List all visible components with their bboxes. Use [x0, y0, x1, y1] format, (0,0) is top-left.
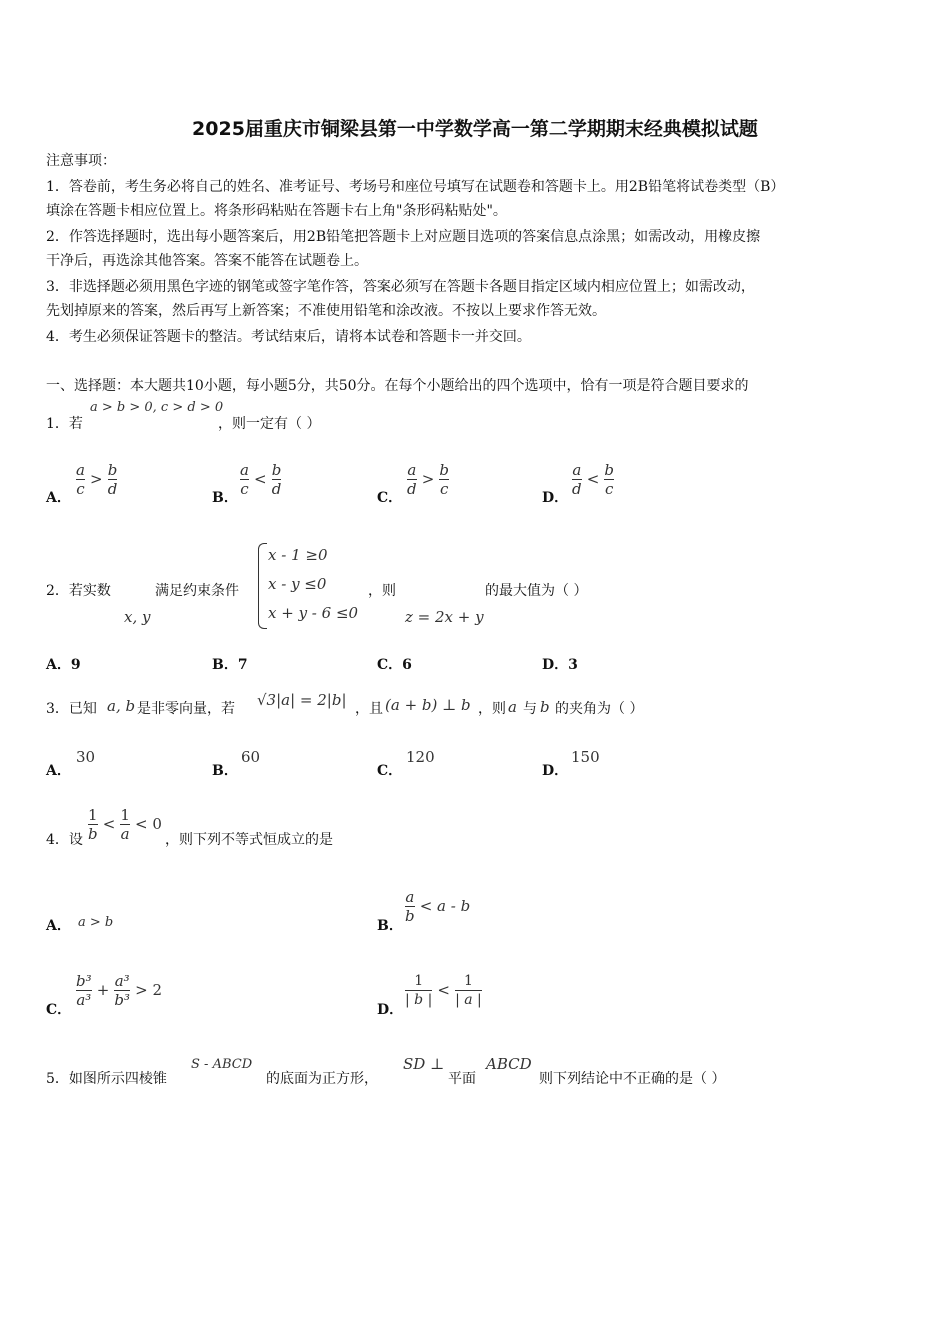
notice-line-2: 填涂在答题卡相应位置上。将条形码粘贴在答题卡右上角"条形码粘贴处"。: [46, 203, 507, 219]
q2-number: 2．若实数: [46, 583, 111, 599]
q3-option-c-label: C．: [377, 763, 403, 779]
q3-option-d-label: D．: [542, 763, 569, 779]
q1-option-a: $\frac{a}{c}$ > $\frac{b}{d}$: [76, 461, 118, 498]
q2-option-c: C．6: [377, 657, 412, 673]
q3-option-d: 150: [571, 748, 600, 766]
q2-vars: x, y: [124, 608, 151, 626]
q3-equation: √3|a| = 2|b|: [257, 691, 347, 709]
q3-a: a: [508, 698, 517, 716]
q2-mid: 满足约束条件: [155, 583, 239, 599]
notice-line-7: 4．考生必须保证答题卡的整洁。考试结束后，请将本试卷和答题卡一并交回。: [46, 329, 531, 345]
q1-option-c: $\frac{a}{d}$ > $\frac{b}{c}$: [407, 461, 449, 498]
q3-text-1: 是非零向量，若: [137, 701, 235, 717]
q2-option-b: B．7: [212, 657, 248, 673]
q1-option-b: $\frac{a}{c}$ < $\frac{b}{d}$: [240, 461, 282, 498]
q3-text-5: 的夹角为（ ）: [555, 701, 644, 717]
section-heading: 一、选择题：本大题共10小题，每小题5分，共50分。在每个小题给出的四个选项中，恰有一项是符合题目要求的: [46, 378, 749, 394]
q3-option-b: 60: [241, 748, 261, 766]
notice-line-1: 1．答卷前，考生务必将自己的姓名、准考证号、考场号和座位号填写在试题卷和答题卡上。用2B铅笔将试卷类型（B）: [46, 179, 785, 195]
q4-option-d: $\frac{1}{| b |}$ < $\frac{1}{| a |}$: [405, 973, 482, 1008]
q4-option-d-label: D．: [377, 1002, 404, 1018]
q1-option-c-label: C．: [377, 490, 403, 506]
notice-line-3: 2．作答选择题时，选出每小题答案后，用2B铅笔把答题卡上对应题目选项的答案信息点涂黑；如需改动，用橡皮擦: [46, 229, 761, 245]
q2-then: ，则: [368, 583, 396, 599]
q2-option-a: A．9: [46, 657, 81, 673]
q5-number: 5．如图所示四棱锥: [46, 1071, 167, 1087]
q4-number: 4．设: [46, 832, 83, 848]
q4-condition: $\frac{1}{b}$ < $\frac{1}{a}$ < 0: [88, 806, 162, 843]
q3-text-3: ，则: [478, 701, 506, 717]
q4-option-b: $\frac{a}{b}$ < a - b: [405, 888, 471, 925]
q5-text-1: 的底面为正方形，: [266, 1071, 378, 1087]
q1-stem: ，则一定有（ ）: [218, 416, 321, 432]
q1-option-d: $\frac{a}{d}$ < $\frac{b}{c}$: [572, 461, 614, 498]
q2-objective: z = 2x + y: [405, 608, 484, 626]
q5-text-2: 平面: [448, 1071, 476, 1087]
q3-text-2: ，且: [355, 701, 383, 717]
q3-b: b: [540, 698, 550, 716]
notice-heading: 注意事项：: [46, 153, 116, 169]
q1-option-b-label: B．: [212, 490, 238, 506]
q1-option-a-label: A．: [46, 490, 71, 506]
q2-brace: [258, 543, 267, 629]
q3-text-4: 与: [523, 701, 537, 717]
q2-option-d: D．3: [542, 657, 578, 673]
q2-constraint-1: x - 1 ≥0: [268, 546, 328, 564]
q3-number: 3．已知: [46, 701, 97, 717]
q4-option-a-label: A．: [46, 918, 71, 934]
q3-perp: (a + b) ⊥ b: [385, 696, 471, 714]
notice-line-6: 先划掉原来的答案，然后再写上新答案；不准使用铅笔和涂改液。不按以上要求作答无效。: [46, 303, 606, 319]
q1-option-d-label: D．: [542, 490, 569, 506]
q4-option-b-label: B．: [377, 918, 403, 934]
q5-plane: ABCD: [486, 1055, 532, 1073]
q3-vectors: a, b: [107, 697, 136, 715]
q2-constraint-3: x + y - 6 ≤0: [268, 604, 359, 622]
q4-stem: ，则下列不等式恒成立的是: [165, 832, 333, 848]
page-title: 2025届重庆市铜梁县第一中学数学高一第二学期期末经典模拟试题: [192, 118, 758, 140]
q5-sd-perp: SD ⊥: [403, 1055, 445, 1073]
q3-option-c: 120: [406, 748, 435, 766]
q3-option-a-label: A．: [46, 763, 71, 779]
q5-pyramid: S - ABCD: [191, 1057, 253, 1072]
q2-tail: 的最大值为（ ）: [485, 583, 588, 599]
notice-line-4: 干净后，再选涂其他答案。答案不能答在试题卷上。: [46, 253, 368, 269]
q4-option-c-label: C．: [46, 1002, 72, 1018]
q1-condition: a > b > 0, c > d > 0: [90, 400, 224, 415]
q5-text-3: 则下列结论中不正确的是（ ）: [539, 1071, 726, 1087]
q3-option-b-label: B．: [212, 763, 238, 779]
q4-option-c: $\frac{\text{b³}}{\text{a³}}$ + $\frac{\text{a³}}{\text{b³}}$ > 2: [76, 972, 162, 1009]
q2-constraint-2: x - y ≤0: [268, 575, 327, 593]
q1-number: 1．若: [46, 416, 83, 432]
notice-line-5: 3．非选择题必须用黑色字迹的钢笔或签字笔作答，答案必须写在答题卡各题目指定区域内相应位置上；如需改动，: [46, 279, 755, 295]
q3-option-a: 30: [76, 748, 96, 766]
q4-option-a: a > b: [78, 915, 114, 930]
